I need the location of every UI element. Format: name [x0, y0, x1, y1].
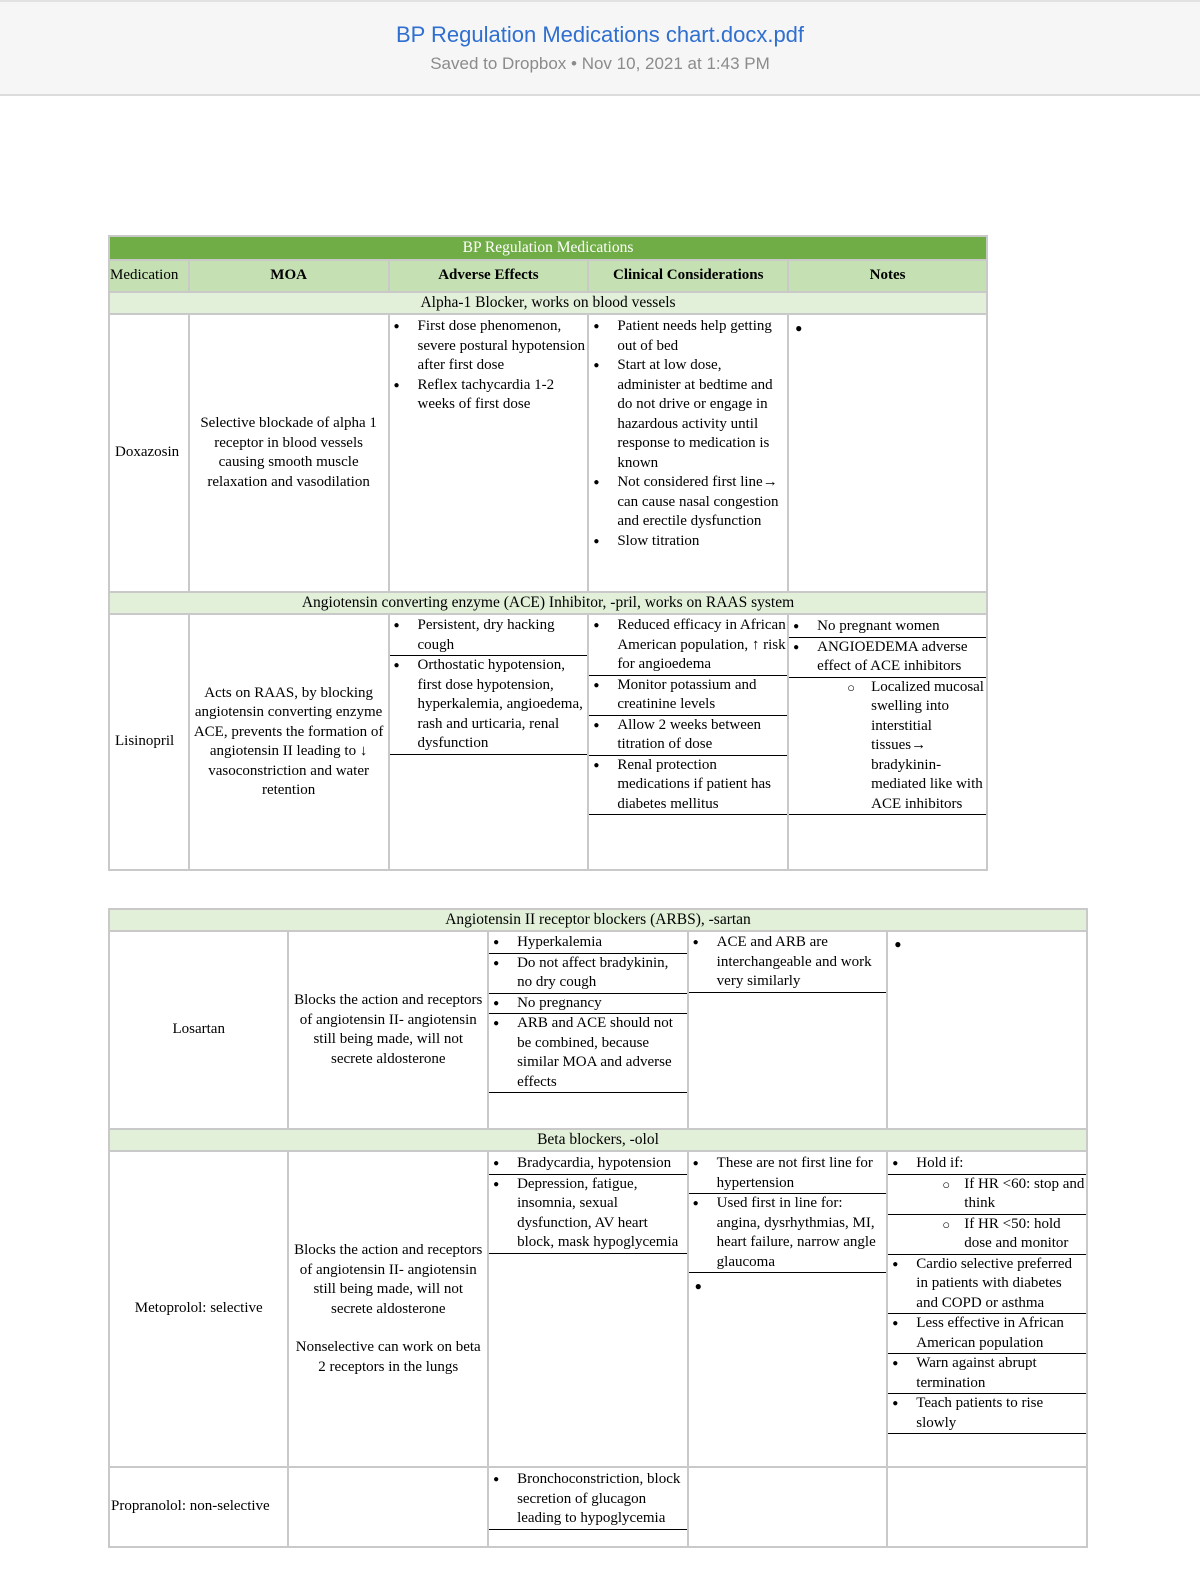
list-item: ● Persistent, dry hacking cough	[390, 616, 588, 656]
clinical-considerations-cell	[588, 314, 788, 592]
adverse-effects-cell	[389, 314, 589, 592]
list-item: ● These are not first line for hypertension	[689, 1154, 887, 1194]
section-arbs: Angiotensin II receptor blockers (ARBS), -sartan	[109, 909, 1087, 931]
notes-cell	[788, 314, 987, 592]
moa-text: Blocks the action and receptors of angiotensin II- angiotensin still being made, will not secrete aldosterone	[294, 1242, 483, 1317]
list-item: ● Teach patients to rise slowly	[888, 1394, 1086, 1434]
list-item: ● Start at low dose, administer at bedtime and do not drive or engage in hazardous activity until response to medication is known	[589, 356, 787, 473]
moa-cell	[288, 1151, 488, 1467]
clinical-considerations-cell	[688, 1151, 888, 1467]
clinical-considerations-cell	[588, 614, 788, 870]
list-item: ● Hyperkalemia	[489, 933, 687, 954]
table-row-losartan	[109, 931, 1087, 1129]
table-row-metoprolol	[109, 1151, 1087, 1467]
section-alpha-1-blocker: Alpha-1 Blocker, works on blood vessels	[109, 292, 987, 314]
moa-text-nonselective: Nonselective can work on beta 2 receptors in the lungs	[295, 1339, 481, 1375]
bp-medications-table-part-2	[108, 908, 1088, 1548]
table-title: BP Regulation Medications	[109, 236, 987, 260]
adverse-effects-cell	[389, 614, 589, 870]
list-item: ● Allow 2 weeks between titration of dose	[589, 716, 787, 756]
list-item: ● Slow titration	[589, 532, 787, 552]
empty-bullet: ●	[894, 937, 902, 951]
list-subitem: ○ Localized mucosal swelling into interstitial tissues→ bradykinin-mediated like with ACE inhibitors	[789, 678, 986, 816]
column-header-clinical-considerations: Clinical Considerations	[588, 260, 788, 292]
list-item: ● ARB and ACE should not be combined, because similar MOA and adverse effects	[489, 1014, 687, 1093]
moa-cell: Selective blockade of alpha 1 receptor in blood vessels causing smooth muscle relaxation and vasodilation	[189, 314, 389, 592]
medication-name: Doxazosin	[109, 314, 189, 592]
medication-name: Losartan	[109, 931, 288, 1129]
list-item: ● Not considered first line→ can cause nasal congestion and erectile dysfunction	[589, 473, 787, 532]
medication-name: Lisinopril	[109, 614, 189, 870]
column-header-medication: Medication	[109, 260, 189, 292]
document-header-bar	[0, 0, 1200, 96]
bp-medications-table-part-1	[108, 235, 988, 871]
moa-cell: Acts on RAAS, by blocking angiotensin converting enzyme ACE, prevents the formation of angiotensin II leading to ↓ vasoconstriction and water retention	[189, 614, 389, 870]
list-item: ● Bronchoconstriction, block secretion of glucagon leading to hypoglycemia	[489, 1470, 687, 1530]
section-ace-inhibitor: Angiotensin converting enzyme (ACE) Inhibitor, -pril, works on RAAS system	[109, 592, 987, 614]
moa-cell: Blocks the action and receptors of angiotensin II- angiotensin still being made, will not secrete aldosterone	[288, 931, 488, 1129]
list-item: ● Used first in line for: angina, dysrhythmias, MI, heart failure, narrow angle glaucoma	[689, 1194, 887, 1273]
list-item: ● ANGIOEDEMA adverse effect of ACE inhibitors	[789, 638, 986, 678]
notes-cell	[887, 931, 1087, 1129]
notes-cell	[887, 1467, 1087, 1547]
list-subitem: ○ If HR <60: stop and think	[888, 1175, 1086, 1215]
list-subitem: ○ If HR <50: hold dose and monitor	[888, 1215, 1086, 1255]
list-item: ● No pregnant women	[789, 617, 986, 638]
notes-cell	[887, 1151, 1087, 1467]
adverse-effects-cell	[488, 931, 688, 1129]
list-item: ● ACE and ARB are interchangeable and work very similarly	[689, 933, 887, 993]
column-header-moa: MOA	[189, 260, 389, 292]
list-item: ● Reduced efficacy in African American population, ↑ risk for angioedema	[589, 616, 787, 676]
list-item: ● Depression, fatigue, insomnia, sexual dysfunction, AV heart block, mask hypoglycemia	[489, 1175, 687, 1254]
column-header-adverse-effects: Adverse Effects	[389, 260, 589, 292]
list-item: ● Cardio selective preferred in patients with diabetes and COPD or asthma	[888, 1255, 1086, 1315]
medication-name: Propranolol: non-selective	[109, 1467, 288, 1547]
list-item: ● First dose phenomenon, severe postural hypotension after first dose	[390, 317, 588, 376]
list-item: ● Orthostatic hypotension, first dose hypotension, hyperkalemia, angioedema, rash and urticaria, renal dysfunction	[390, 656, 588, 755]
empty-bullet: ●	[795, 321, 803, 335]
column-header-notes: Notes	[788, 260, 987, 292]
adverse-effects-cell	[488, 1467, 688, 1547]
list-item: ● No pregnancy	[489, 994, 687, 1015]
list-item: ● Monitor potassium and creatinine levels	[589, 676, 787, 716]
medication-name: Metoprolol: selective	[109, 1151, 288, 1467]
adverse-effects-cell	[488, 1151, 688, 1467]
moa-cell	[288, 1467, 488, 1547]
list-item: ● Do not affect bradykinin, no dry cough	[489, 954, 687, 994]
clinical-considerations-cell	[688, 931, 888, 1129]
section-beta-blockers: Beta blockers, -olol	[109, 1129, 1087, 1151]
clinical-considerations-cell	[688, 1467, 888, 1547]
list-item: ● Hold if:	[888, 1154, 1086, 1175]
list-item: ● Less effective in African American population	[888, 1314, 1086, 1354]
empty-bullet: ●	[694, 1279, 702, 1293]
notes-cell	[788, 614, 987, 870]
table-row-propranolol	[109, 1467, 1087, 1547]
list-item: ● Bradycardia, hypotension	[489, 1154, 687, 1175]
document-save-status: Saved to Dropbox • Nov 10, 2021 at 1:43 PM	[430, 54, 770, 73]
list-item: ● Warn against abrupt termination	[888, 1354, 1086, 1394]
list-item: ● Patient needs help getting out of bed	[589, 317, 787, 356]
table-row-lisinopril	[109, 614, 987, 870]
table-row-doxazosin	[109, 314, 987, 592]
list-item: ● Renal protection medications if patient has diabetes mellitus	[589, 756, 787, 816]
list-item: ● Reflex tachycardia 1-2 weeks of first dose	[390, 376, 588, 415]
document-title[interactable]: BP Regulation Medications chart.docx.pdf	[395, 22, 805, 47]
